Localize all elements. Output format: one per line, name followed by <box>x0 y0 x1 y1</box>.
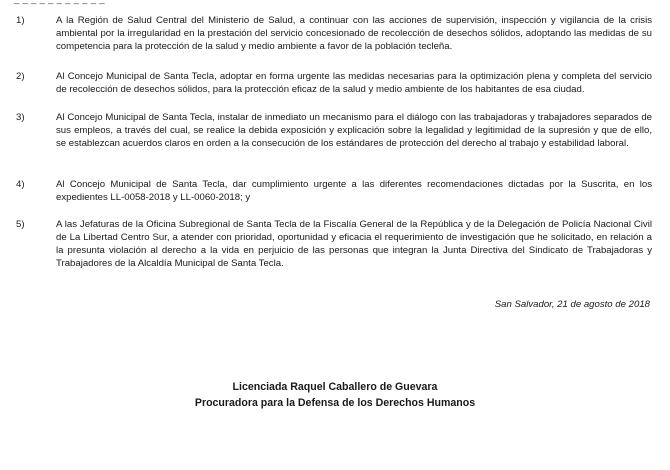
resolution-item-3 <box>16 111 652 150</box>
resolution-item-5 <box>16 218 652 270</box>
item-text: A las Jefaturas de la Oficina Subregional de Santa Tecla de la Fiscalía General de la República y de la Delegación de Policía Nacional Civil de La Libertad Centro Sur, a atender con prioridad, oportunidad y eficacia el requerimiento de investigación que he solicitado, en relación a la presunta violación al derecho a la vida en perjuicio de las personas que integran la Junta Directiva del Sindicato de Trabajadoras y Trabajadores de la Alcaldía Municipal de Santa Tecla. <box>56 219 652 269</box>
signatory-name: Licenciada Raquel Caballero de Guevara <box>232 381 438 393</box>
item-number: 2) <box>16 71 25 82</box>
item-number: 3) <box>16 112 25 123</box>
item-text: Al Concejo Municipal de Santa Tecla, adoptar en forma urgente las medidas necesarias para la optimización plena y completa del servicio de recolección de desechos sólidos, para la protección eficaz de la salud y medio ambiente de los habitantes de esa ciudad. <box>56 71 652 95</box>
item-number: 5) <box>16 219 25 230</box>
resolution-item-2 <box>16 70 652 96</box>
item-text: A la Región de Salud Central del Ministerio de Salud, a continuar con las acciones de supervisión, inspección y vigilancia de la crisis ambiental por la irregularidad en la prestación del servicio concesionado de recolección de desechos sólidos, adoptando las medidas de su competencia para la protección de la salud y medio ambiente a favor de la población tecleña. <box>56 15 652 52</box>
signatory-title: Procuradora para la Defensa de los Derechos Humanos <box>194 397 476 409</box>
resolution-item-1 <box>16 14 652 53</box>
cut-off-header-text <box>14 0 105 5</box>
item-number: 1) <box>16 15 25 26</box>
item-text: Al Concejo Municipal de Santa Tecla, dar cumplimiento urgente a las diferentes recomendaciones dictadas por la Suscrita, en los expedientes LL-0058-2018 y LL-0060-2018; y <box>56 179 652 203</box>
item-text: Al Concejo Municipal de Santa Tecla, instalar de inmediato un mecanismo para el diálogo con las trabajadoras y trabajadores separados de sus empleos, a través del cual, se realice la debida exposición y explicación sobre la legalidad y legitimidad de la supresión y que de ello, se establezcan acuerdos claros en orden a la consecución de los estándares de protección del derecho al trabajo y estabilidad laboral. <box>56 112 652 149</box>
item-number: 4) <box>16 179 25 190</box>
place-and-date: San Salvador, 21 de agosto de 2018 <box>494 299 650 310</box>
resolution-item-4 <box>16 178 652 204</box>
